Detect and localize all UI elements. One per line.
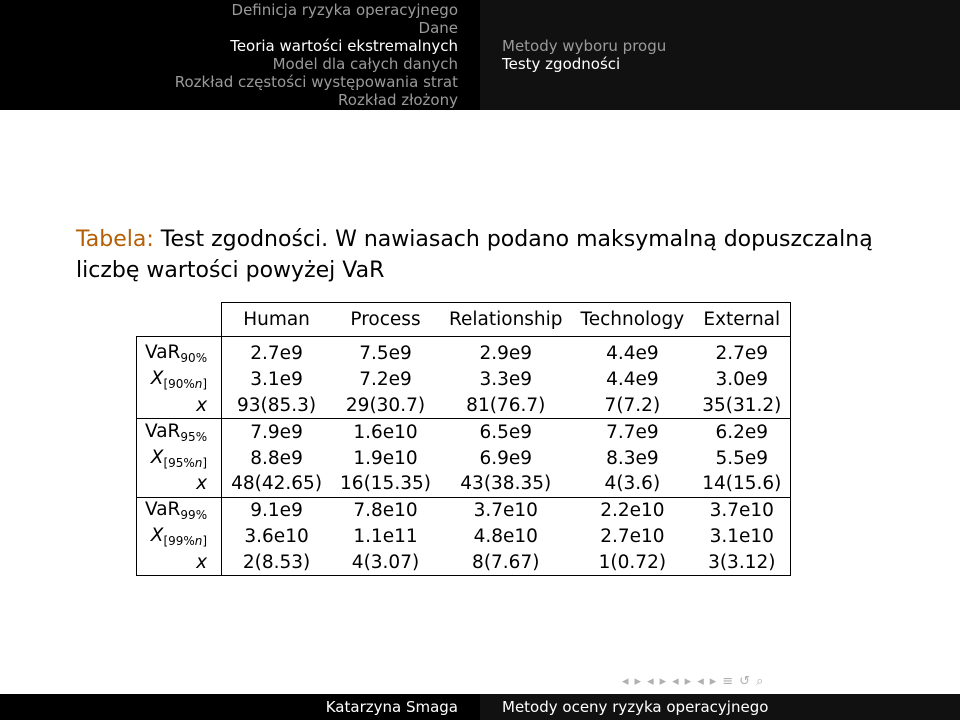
table-cell: 6.9e9 <box>479 447 533 469</box>
goodness-of-fit-table <box>136 302 791 576</box>
table-cell: 7(7.2) <box>604 394 661 416</box>
table-cell: 81(76.7) <box>466 394 546 416</box>
column-header: Process <box>331 303 440 337</box>
table-cell: 3(3.12) <box>693 549 791 575</box>
table-cell: 35(31.2) <box>693 393 791 419</box>
column-header: Technology <box>572 303 694 337</box>
header-left-section-0[interactable]: Definicja ryzyka operacyjnego <box>231 1 458 19</box>
footer-title: Metody oceny ryzyka operacyjnego <box>480 694 960 720</box>
row-label: $X_{[99\%n]}$ <box>137 524 222 550</box>
header-sections-left <box>0 0 480 110</box>
table-cell: 3.7e10 <box>693 497 791 523</box>
table-row <box>137 471 791 497</box>
table-cell: 7.2e9 <box>359 369 412 391</box>
table-cell: 2.2e10 <box>572 497 694 523</box>
beamer-navigation <box>622 672 952 690</box>
table-cell: 4.4e9 <box>572 337 694 367</box>
table-cell: 43(38.35) <box>460 473 552 495</box>
row-label: x <box>137 471 222 497</box>
table-cell: 3.3e9 <box>479 369 533 391</box>
table-cell: 4(3.6) <box>604 473 661 495</box>
section-prev-icon[interactable]: ◂ <box>672 673 679 689</box>
table-cell: 14(15.6) <box>693 471 791 497</box>
table-row <box>137 393 791 419</box>
row-label: x <box>137 393 222 419</box>
table-cell: 7.9e9 <box>222 419 331 445</box>
table-cell: 1.1e11 <box>353 525 418 547</box>
undo-icon[interactable]: ↺ <box>739 673 751 689</box>
table-cell: 4(3.07) <box>331 549 440 575</box>
column-header: Human <box>222 303 331 337</box>
table-row <box>137 497 791 523</box>
frame-prev-icon[interactable]: ◂ <box>647 673 654 689</box>
section-next-icon[interactable]: ▸ <box>684 673 692 689</box>
table-cell: 7.8e10 <box>331 497 440 523</box>
caption-text: Test zgodności. W nawiasach podano maksymalną dopuszczalną liczbę wartości powyżej VaR <box>76 227 873 283</box>
table-cell: 1(0.72) <box>572 549 694 575</box>
nav-right-icon[interactable]: ▸ <box>634 673 642 689</box>
table-cell: 8(7.67) <box>440 549 572 575</box>
table-cell: 8.8e9 <box>222 445 331 471</box>
beamer-header <box>0 0 960 110</box>
table-cell: 93(85.3) <box>222 393 331 419</box>
row-label: VaR$_{99\%}$ <box>137 497 222 523</box>
table-header-row <box>137 303 791 337</box>
table-cell: 1.6e10 <box>331 419 440 445</box>
column-header: External <box>693 303 791 337</box>
row-label: $X_{[95\%n]}$ <box>137 445 222 471</box>
table-cell: 2.7e9 <box>222 337 331 367</box>
table-cell: 9.1e9 <box>222 497 331 523</box>
subsection-prev-icon[interactable]: ◂ <box>697 673 704 689</box>
table-cell: 5.5e9 <box>693 445 791 471</box>
table-cell: 6.2e9 <box>693 419 791 445</box>
table-cell: 2.9e9 <box>440 337 572 367</box>
table-row <box>137 337 791 367</box>
table-cell: 3.0e9 <box>693 367 791 393</box>
header-left-section-2[interactable]: Teoria wartości ekstremalnych <box>230 37 458 55</box>
table-corner <box>137 303 222 337</box>
header-right-section-0[interactable]: Metody wyboru progu <box>502 37 667 55</box>
footer-author: Katarzyna Smaga <box>0 694 480 720</box>
row-label: $X_{[90\%n]}$ <box>137 367 222 393</box>
table-cell: 2(8.53) <box>222 549 331 575</box>
table-caption <box>76 224 896 286</box>
table-cell: 7.7e9 <box>572 419 694 445</box>
table-cell: 8.3e9 <box>606 447 659 469</box>
table-cell: 3.1e10 <box>693 524 791 550</box>
subsection-next-icon[interactable]: ▸ <box>709 673 717 689</box>
search-icon[interactable]: ⌕ <box>756 673 764 689</box>
table-cell: 7.5e9 <box>331 337 440 367</box>
table-cell: 3.1e9 <box>222 367 331 393</box>
table-cell: 2.7e10 <box>600 525 665 547</box>
table-row <box>137 367 791 393</box>
header-left-section-3[interactable]: Model dla całych danych <box>272 55 458 73</box>
table-cell: 48(42.65) <box>222 471 331 497</box>
header-right-section-1[interactable]: Testy zgodności <box>502 55 621 73</box>
row-label: VaR$_{90\%}$ <box>137 337 222 367</box>
table-row <box>137 419 791 445</box>
table-cell: 3.7e10 <box>440 497 572 523</box>
caption-label: Tabela: <box>76 227 154 252</box>
row-label: x <box>137 549 222 575</box>
table-cell: 3.6e10 <box>222 524 331 550</box>
column-header: Relationship <box>440 303 572 337</box>
table-row <box>137 445 791 471</box>
table-cell: 6.5e9 <box>440 419 572 445</box>
header-left-section-5[interactable]: Rozkład złożony <box>338 91 458 109</box>
header-left-section-1[interactable]: Dane <box>418 19 458 37</box>
row-label: VaR$_{95\%}$ <box>137 419 222 445</box>
beamer-footer <box>0 694 960 720</box>
table-cell: 16(15.35) <box>340 473 431 495</box>
table-cell: 2.7e9 <box>693 337 791 367</box>
table-row <box>137 549 791 575</box>
table-cell: 4.4e9 <box>606 369 659 391</box>
table-body <box>137 337 791 576</box>
header-sections-right <box>480 0 960 110</box>
header-left-section-4[interactable]: Rozkład częstości występowania strat <box>174 73 458 91</box>
table-cell: 29(30.7) <box>345 394 426 416</box>
table-cell: 4.8e10 <box>473 525 538 547</box>
nav-left-icon[interactable]: ◂ <box>622 673 629 689</box>
outline-icon[interactable]: ≡ <box>722 673 734 689</box>
frame-next-icon[interactable]: ▸ <box>659 673 667 689</box>
table-row <box>137 524 791 550</box>
table-cell: 1.9e10 <box>353 447 418 469</box>
